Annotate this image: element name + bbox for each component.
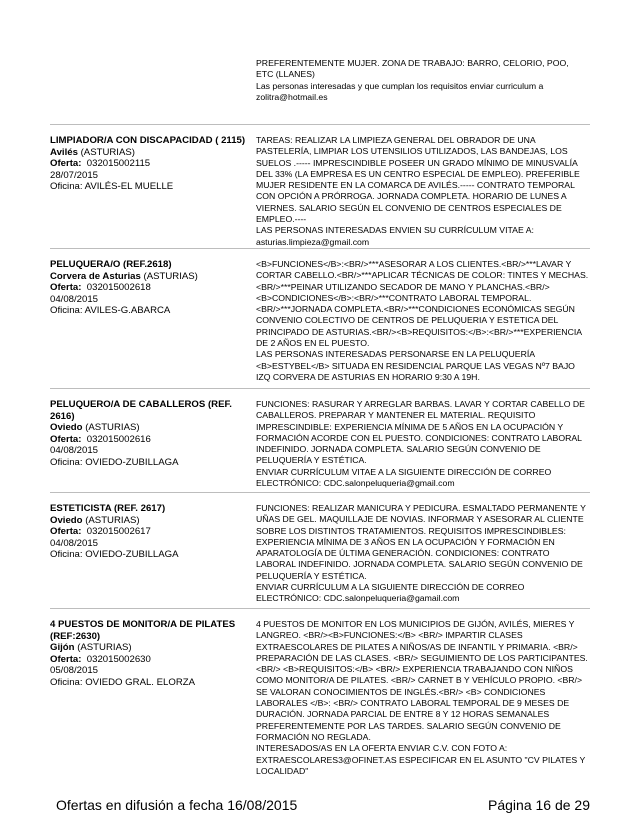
job-summary [50, 135, 248, 193]
footer-date-note: Ofertas en difusión a fecha 16/08/2015 [56, 797, 298, 813]
divider [50, 248, 590, 249]
job-region: (ASTURIAS) [143, 270, 198, 282]
job-location [50, 515, 248, 527]
job-description: 4 PUESTOS DE MONITOR EN LOS MUNICIPIOS DE GIJÓN, AVILÉS, MIERES Y LANGREO. <BR/><B>FUNCIONES:</B> <BR/> IMPARTIR CLASES EXTRAESCOLARES DE PILATES A NIÑOS/AS DE INFANTIL Y PRIMARIA. <BR/> PREPARACIÓN DE LAS CLASES. <BR/> SEGUIMIENTO DE LOS PARTICIPANTES. <BR/> <B>REQUISITOS:</B> <BR/> EXPERIENCIA TRABAJANDO CON NIÑOS COMO MONITOR/A DE PILATES. <BR/> CARNET B Y VEHÍCULO PROPIO. <BR/> SE VALORAN CONOCIMIENTOS DE INGLÉS.<BR/> <B> CONDICIONES LABORALES </B>: <BR/> CONTRATO LABORAL TEMPORAL DE 9 MESES DE DURACIÓN. JORNADA PARCIAL DE ENTRE 8 Y 12 HORAS SEMANALES PREFERENTEMENTE POR LAS TARDES. SALARIO SEGÚN CONVENIO DE FORMACIÓN NO REGLADA. INTERESADOS/AS EN LA OFERTA ENVIAR C.V. CON FOTO A: EXTRAESCOLARES3@OFINET.AS ESPECIFICAR EN EL ASUNTO "CV PILATES Y LOCALIDAD" [256, 619, 588, 776]
job-city: Avilés [50, 146, 78, 158]
office-name: AVILES-G.ABARCA [84, 305, 171, 317]
job-summary [50, 259, 248, 317]
job-date: 04/08/2015 [50, 293, 99, 305]
divider [50, 388, 590, 389]
offer-code: 032015002630 [86, 653, 151, 665]
job-city: Gijón [50, 642, 75, 654]
job-location [50, 422, 248, 434]
job-location [50, 147, 248, 159]
job-summary [50, 619, 248, 689]
divider [50, 124, 590, 125]
office-label: Oficina: [50, 676, 83, 688]
job-location [50, 271, 248, 283]
job-date: 28/07/2015 [50, 169, 99, 181]
offer-label: Oferta: [50, 433, 82, 445]
job-offer-number [50, 282, 248, 294]
job-title: PELUQUERA/O (REF.2618) [50, 259, 172, 270]
office-name: OVIEDO GRAL. ELORZA [85, 676, 196, 688]
job-title: 4 PUESTOS DE MONITOR/A DE PILATES (REF:2630) [50, 619, 236, 642]
job-city: Oviedo [50, 514, 83, 526]
job-office [50, 457, 248, 469]
job-description: TAREAS: REALIZAR LA LIMPIEZA GENERAL DEL OBRADOR DE UNA PASTELERÍA, LIMPIAR LOS UTENSILIOS UTILIZADOS, LAS BANDEJAS, LOS SUELOS .----- IMPRESCINDIBLE POSEER UN GRADO MÍNIMO DE MINUSVALÍA DEL 33% (LA EMPRESA ES UN CENTRO ESPECIAL DE EMPLEO). PREFERIBLE MUJER RESIDENTE EN LA COMARCA DE AVILÉS.----- CONTRATO TEMPORAL CON OPCIÓN A PRÓRROGA. JORNADA COMPLETA. HORARIO DE LUNES A VIERNES. SALARIO SEGÚN EL CONVENIO DE CENTROS ESPECIALES DE EMPLEO.---- LAS PERSONAS INTERESADAS ENVIEN SU CURRÍCULUM VITAE A: asturias.limpieza@gmail.com [256, 135, 580, 247]
job-office [50, 181, 248, 193]
offer-label: Oferta: [50, 653, 82, 665]
job-region: (ASTURIAS) [85, 422, 140, 434]
job-location [50, 642, 248, 654]
job-summary [50, 399, 248, 469]
offer-code: 032015002115 [86, 158, 151, 170]
office-name: OVIEDO-ZUBILLAGA [85, 549, 179, 561]
job-offer-number [50, 654, 248, 666]
office-name: AVILÉS-EL MUELLE [84, 181, 174, 193]
job-description: FUNCIONES: REALIZAR MANICURA Y PEDICURA. ESMALTADO PERMANENTE Y UÑAS DE GEL. MAQUILLAJE DE NOVIAS. INFORMAR Y ASESORAR AL CLIENTE SOBRE LOS DISTINTOS TRATAMIENTOS. REQUISITOS IMPRESCINDIBLES: EXPERIENCIA MÍNIMA DE 3 AÑOS EN LA OCUPACIÓN Y FORMACIÓN EN APARATOLOGÍA DE ÚLTIMA GENERACIÓN. CONDICIONES: CONTRATO LABORAL INDEFINIDO. JORNADA COMPLETA. SALARIO SEGÚN CONVENIO DE PELUQUERÍA Y ESTÉTICA. ENVIAR CURRÍCULUM A LA SIGUIENTE DIRECCIÓN DE CORREO ELECTRÓNICO: CDC.salonpeluqueria@gamail.com [256, 503, 586, 604]
continued-description: PREFERENTEMENTE MUJER. ZONA DE TRABAJO: BARRO, CELORIO, POO, ETC (LLANES) Las personas interesadas y que cumplan los requisitos enviar curriculum a zolitra@hotmail.es [256, 58, 569, 102]
job-description: <B>FUNCIONES</B>:<BR/>***ASESORAR A LOS CLIENTES.<BR/>***LAVAR Y CORTAR CABELLO.<BR/>***APLICAR TÉCNICAS DE COLOR: TINTES Y MECHAS.<BR/>***PEINAR UTILIZANDO SECADOR DE MANO Y PLANCHAS.<BR/><B>CONDICIONES</B>:<BR/>***CONTRATO LABORAL TEMPORAL.<BR/>***JORNADA COMPLETA.<BR/>***CONDICIONES ECONÓMICAS SEGÚN CONVENIO COLECTIVO DE CENTROS DE PELUQUERIA Y ESTETICA DEL PRINCIPADO DE ASTURIAS.<BR/><B>REQUISITOS:</B>:<BR/>***EXPERIENCIA DE 2 AÑOS EN EL PUESTO. LAS PERSONAS INTERESADAS PERSONARSE EN LA PELUQUERÍA <B>ESTYBEL</B> SITUADA EN RESIDENCIAL PARQUE LAS VEGAS Nº7 BAJO IZQ CORVERA DE ASTURIAS EN HORARIO 9:30 A 19H. [256, 259, 589, 382]
job-office [50, 549, 248, 561]
job-date: 05/08/2015 [50, 665, 99, 677]
office-name: OVIEDO-ZUBILLAGA [85, 456, 179, 468]
job-offer-number [50, 526, 248, 538]
job-office [50, 305, 248, 317]
divider [50, 608, 590, 609]
offer-label: Oferta: [50, 158, 82, 170]
page-number: Página 16 de 29 [488, 797, 590, 813]
job-date: 04/08/2015 [50, 537, 99, 549]
offer-code: 032015002617 [86, 526, 151, 538]
job-title: PELUQUERO/A DE CABALLEROS (REF. 2616) [50, 399, 232, 422]
offer-code: 032015002616 [86, 433, 151, 445]
job-date: 04/08/2015 [50, 445, 99, 457]
offer-code: 032015002618 [86, 282, 151, 294]
job-city: Corvera de Asturias [50, 270, 141, 282]
offer-label: Oferta: [50, 282, 82, 294]
office-label: Oficina: [50, 305, 83, 317]
job-region: (ASTURIAS) [77, 642, 132, 654]
office-label: Oficina: [50, 549, 83, 561]
job-offer-number [50, 158, 248, 170]
office-label: Oficina: [50, 456, 83, 468]
job-title: LIMPIADOR/A CON DISCAPACIDAD ( 2115) [50, 135, 246, 146]
job-city: Oviedo [50, 422, 83, 434]
job-region: (ASTURIAS) [85, 514, 140, 526]
divider [50, 492, 590, 493]
job-summary [50, 503, 248, 561]
offer-label: Oferta: [50, 526, 82, 538]
office-label: Oficina: [50, 181, 83, 193]
job-offer-number [50, 434, 248, 446]
job-region: (ASTURIAS) [80, 146, 135, 158]
job-description: FUNCIONES: RASURAR Y ARREGLAR BARBAS. LAVAR Y CORTAR CABELLO DE CABALLEROS. PREPARAR Y MANTENER EL MATERIAL. REQUISITO IMPRESCINDIBLE: EXPERIENCIA MÍNIMA DE 5 AÑOS EN LA OCUPACIÓN Y FORMACIÓN ACORDE CON EL PUESTO. CONDICIONES: CONTRATO LABORAL INDEFINIDO. JORNADA COMPLETA. SALARIO SEGÚN CONVENIO DE PELUQUERÍA Y ESTÉTICA. ENVIAR CURRÍCULUM VITAE A LA SIGUIENTE DIRECCIÓN DE CORREO ELECTRÓNICO: CDC.salonpeluqueria@gmail.com [256, 399, 585, 489]
job-office [50, 677, 248, 689]
job-title: ESTETICISTA (REF. 2617) [50, 503, 166, 514]
